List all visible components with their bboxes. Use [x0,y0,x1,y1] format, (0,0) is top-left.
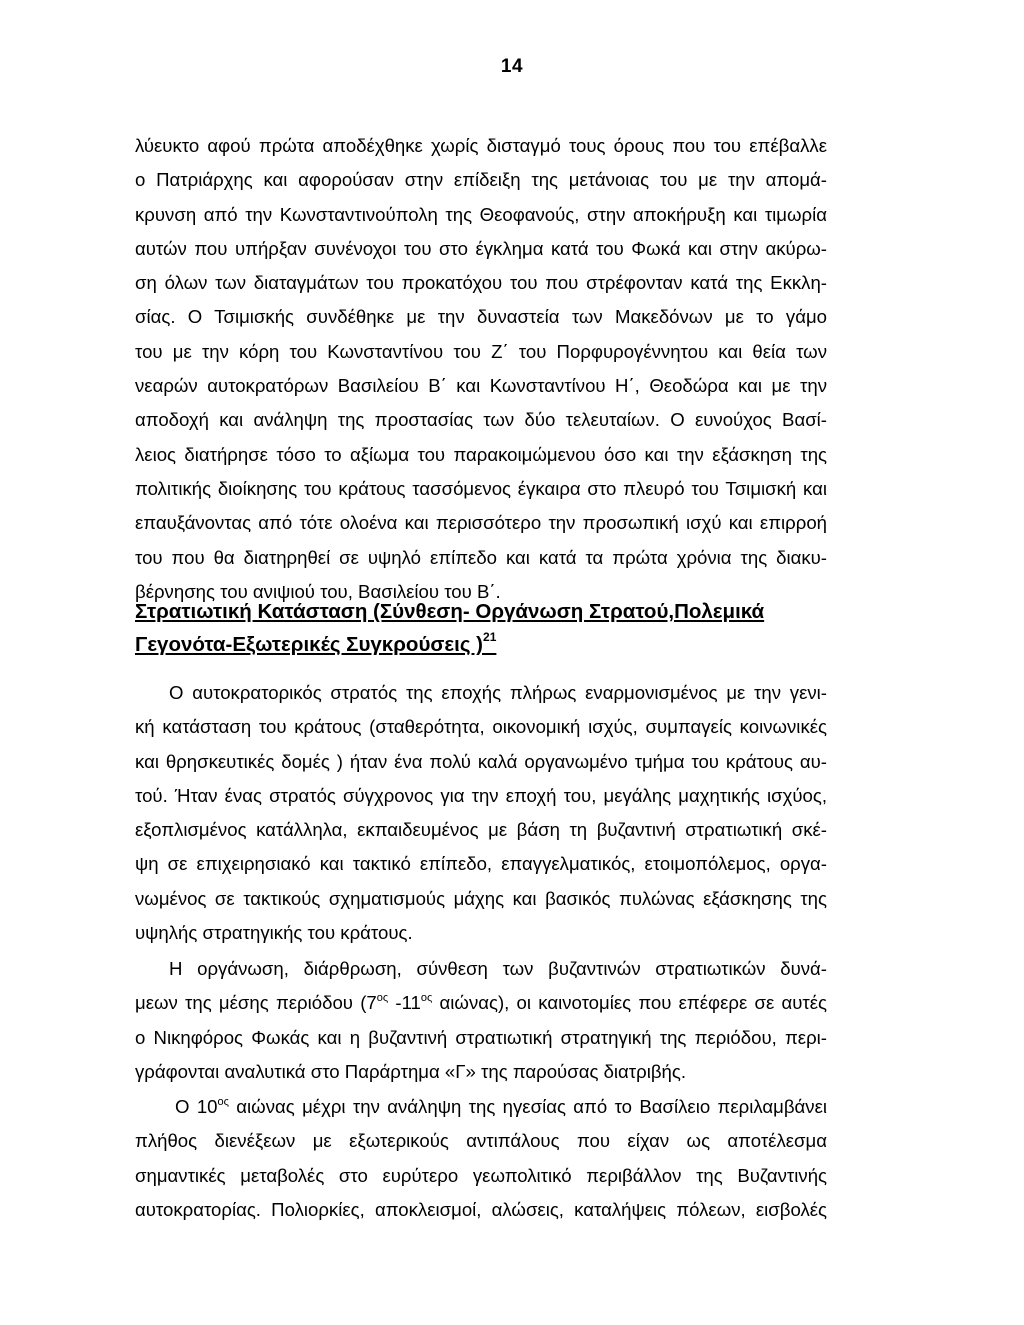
text-segment: αιώνας μέχρι την ανάληψη της ηγεσίας από το Βασίλειο περιλαμβάνει [228,1096,828,1117]
paragraph-tsimiskis [135,129,827,609]
heading-line-2 [135,628,827,661]
text-line: σίας. Ο Τσιμισκής συνδέθηκε με την δυναστεία των Μακεδόνων με το γάμο [135,306,827,328]
text-line: ψη σε επιχειρησιακό και τακτικό επίπεδο, επαγγελματικός, ετοιμοπόλεμος, οργα- [135,853,827,875]
text-line: ο Νικηφόρος Φωκάς και η βυζαντινή στρατιωτική στρατηγική της περιόδου, περι- [135,1026,827,1048]
text-line: εξοπλισμένος κατάλληλα, εκπαιδευμένος με βάση τη βυζαντινή στρατιωτική σκέ- [135,819,827,841]
section-heading [135,595,827,661]
text-line: Η οργάνωση, διάρθρωση, σύνθεση των βυζαντινών στρατιωτικών δυνά- [169,958,827,979]
text-line: επαυξάνοντας από τότε ολοένα και περισσότερο την προσωπική ισχύ και επιρροή [135,512,827,534]
text-line: κή κατάσταση του κράτους (σταθερότητα, οικονομική ισχύς, συμπαγείς κοινωνικές [135,716,827,738]
text-line: πλήθος διενέξεων με εξωτερικούς αντιπάλους που είχαν ως αποτέλεσμα [135,1130,827,1152]
text-line: αποδοχή και ανάληψη της προστασίας των δύο τελευταίων. Ο ευνούχος Βασί- [135,409,827,431]
text-line: κρυνση από την Κωνσταντινούπολη της Θεοφανούς, στην αποκήρυξη και τιμωρία [135,203,827,225]
text-line: ση όλων των διαταγμάτων του προκατόχου του που στρέφονταν κατά της Εκκλη- [135,272,827,294]
paragraph-organization [135,952,827,1089]
text-line: λύευκτο αφού πρώτα αποδέχθηκε χωρίς δισταγμό τους όρους που του επέβαλλε [135,135,827,156]
text-line: τού. Ήταν ένας στρατός σύγχρονος για την εποχή του, μεγάλης μαχητικής ισχύος, [135,784,827,806]
footnote-marker: 21 [483,630,497,644]
paragraph-10th-century [135,1090,827,1227]
text-line: ο Πατριάρχης και αφορούσαν στην επίδειξη της μετάνοιας του με την απομά- [135,169,827,191]
text-line: υψηλής στρατηγικής του κράτους. [135,922,413,944]
text-line: αυτοκρατορίας. Πολιορκίες, αποκλεισμοί, αλώσεις, καταλήψεις πόλεων, εισβολές [135,1198,827,1220]
heading-line-2-text: Γεγονότα-Εξωτερικές Συγκρούσεις ) [135,633,484,656]
superscript: ος [217,1096,229,1108]
text-line: του με την κόρη του Κωνσταντίνου του Ζ΄ του Πορφυρογέννητου και θεία των [135,340,827,362]
text-line: βέρνησης του ανιψιού του, Βασιλείου του Β΄. [135,580,501,602]
text-line: και θρησκευτικές δομές ) ήταν ένα πολύ καλά οργανωμένο τμήμα του κράτους αυ- [135,750,827,772]
text-line: γράφονται αναλυτικά στο Παράρτημα «Γ» της παρούσας διατριβής. [135,1060,687,1082]
text-line: νεαρών αυτοκρατόρων Βασιλείου Β΄ και Κωνσταντίνου Η΄, Θεοδώρα και με την [135,375,827,397]
text-segment: -11 [388,992,421,1014]
text-line: αυτών που υπήρξαν συνένοχοι του στο έγκλημα κατά του Φωκά και στην ακύρω- [135,237,827,259]
superscript: ος [420,992,433,1005]
heading-line-1: Στρατιωτική Κατάσταση (Σύνθεση- Οργάνωση Στρατού,Πολεμικά [135,600,765,623]
text-line [135,986,827,1020]
text-line: λειος διατήρησε τόσο το αξίωμα του παρακοιμώμενου όσο και την εξάσκηση της [135,443,827,465]
paragraph-army [135,676,827,950]
text-line: του που θα διατηρηθεί σε υψηλό επίπεδο και κατά τα πρώτα χρόνια της διακυ- [135,546,827,568]
text-line: Ο αυτοκρατορικός στρατός της εποχής πλήρως εναρμονισμένος με την γενι- [169,682,827,703]
text-segment: μεων της μέσης περιόδου (7 [135,992,377,1014]
superscript: ος [376,992,389,1005]
text-line: πολιτικής διοίκησης του κράτους τασσόμενος έγκαιρα στο πλευρό του Τσιμισκή και [135,477,827,499]
text-segment: Ο 10 [175,1096,218,1117]
text-segment: αιώνας), οι καινοτομίες που επέφερε σε αυτές [432,992,827,1014]
text-line: νωμένος σε τακτικούς σχηματισμούς μάχης και βασικός πυλώνας εξάσκησης της [135,887,827,909]
page-number: 14 [500,56,524,77]
text-line [135,1090,827,1124]
text-line: σημαντικές μεταβολές στο ευρύτερο γεωπολιτικό περιβάλλον της Βυζαντινής [135,1164,827,1186]
